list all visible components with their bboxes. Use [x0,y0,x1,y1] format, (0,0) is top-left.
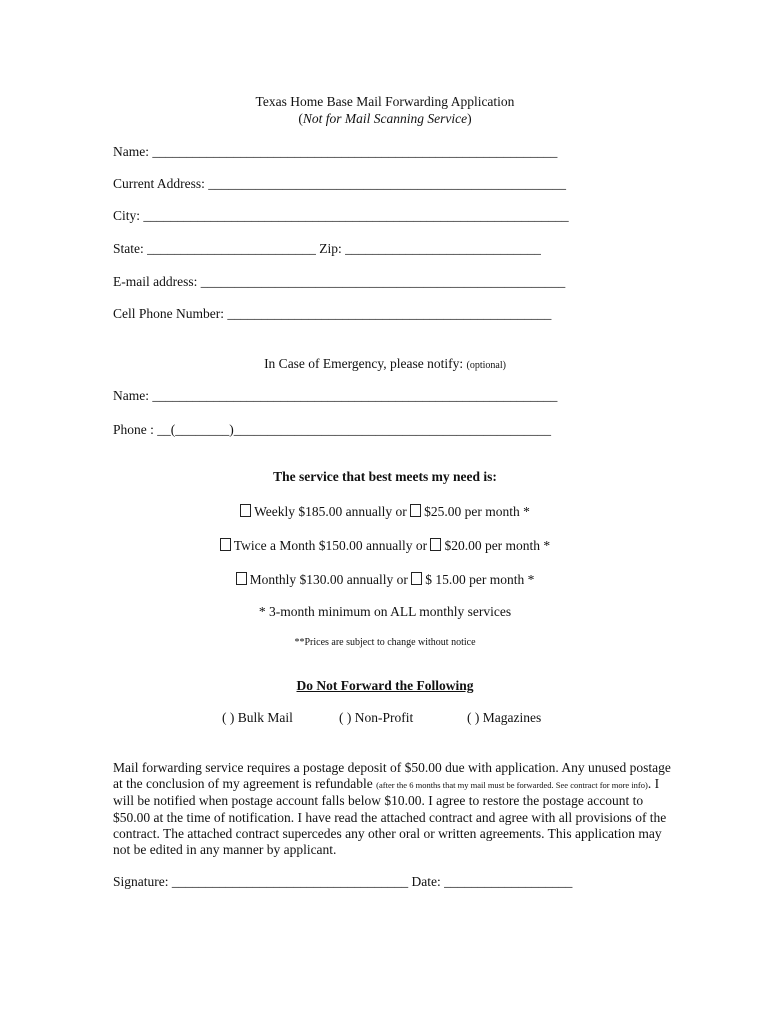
current-address-field[interactable]: Current Address: _____________________________________________________ [113,176,566,191]
bulk-mail-option[interactable]: ( ) Bulk Mail [222,710,293,725]
magazines-option[interactable]: ( ) Magazines [467,710,542,725]
service-heading: The service that best meets my need is: [273,469,497,484]
checkbox-twice-annual[interactable] [220,538,231,551]
agreement-text: Mail forwarding service requires a postage deposit of $50.00 due with application. Any unused postage at the conclusion of my agreement is refundable (after the 6 months that my mail must be forwarded. See contract for more info). I will be notified when postage account falls below $10.00. I agree to restore the postage account to $50.00 at the time of notification. I have read the attached contract and agree with all provisions of the contract. The attached contract supercedes any other oral or written agreements. This application may not be edited in any manner by applicant. [113,760,671,858]
checkbox-twice-monthly[interactable] [430,538,441,551]
non-profit-option[interactable]: ( ) Non-Profit [339,710,414,725]
prices-note: **Prices are subject to change without notice [294,637,476,648]
subtitle-italic: Not for Mail Scanning Service [302,111,468,126]
checkbox-monthly-annual[interactable] [236,572,247,585]
form-title: Texas Home Base Mail Forwarding Application [255,94,515,109]
service-row-monthly: Monthly $130.00 annually or $ 15.00 per month * [0,572,770,588]
service-row-weekly: Weekly $185.00 annually or $25.00 per month * [0,504,770,520]
email-field[interactable]: E-mail address: ______________________________________________________ [113,274,566,289]
emergency-phone-field[interactable]: Phone : __(________)_______________________________________________ [113,422,551,437]
checkbox-weekly-monthly[interactable] [410,504,421,517]
emergency-heading: In Case of Emergency, please notify: (optional) [264,356,506,371]
agreement-small-note: (after the 6 months that my mail must be forwarded. See contract for more info) [376,780,648,791]
checkbox-monthly-monthly[interactable] [411,572,422,585]
checkbox-weekly-annual[interactable] [240,504,251,517]
cell-phone-field[interactable]: Cell Phone Number: ________________________________________________ [113,306,552,321]
signature-date-field[interactable]: Signature: ___________________________________ Date: ___________________ [113,874,573,889]
city-field[interactable]: City: _______________________________________________________________ [113,208,569,223]
name-field[interactable]: Name: ____________________________________________________________ [113,144,558,159]
optional-note: (optional) [466,360,506,371]
service-row-twice: Twice a Month $150.00 annually or $20.00 per month * [0,538,770,554]
minimum-note: * 3-month minimum on ALL monthly services [258,604,512,619]
form-subtitle: (Not for Mail Scanning Service) [298,111,472,126]
state-zip-field[interactable]: State: _________________________ Zip: _____________________________ [113,241,541,256]
do-not-forward-heading: Do Not Forward the Following [296,678,474,693]
emergency-name-field[interactable]: Name: ____________________________________________________________ [113,388,558,403]
